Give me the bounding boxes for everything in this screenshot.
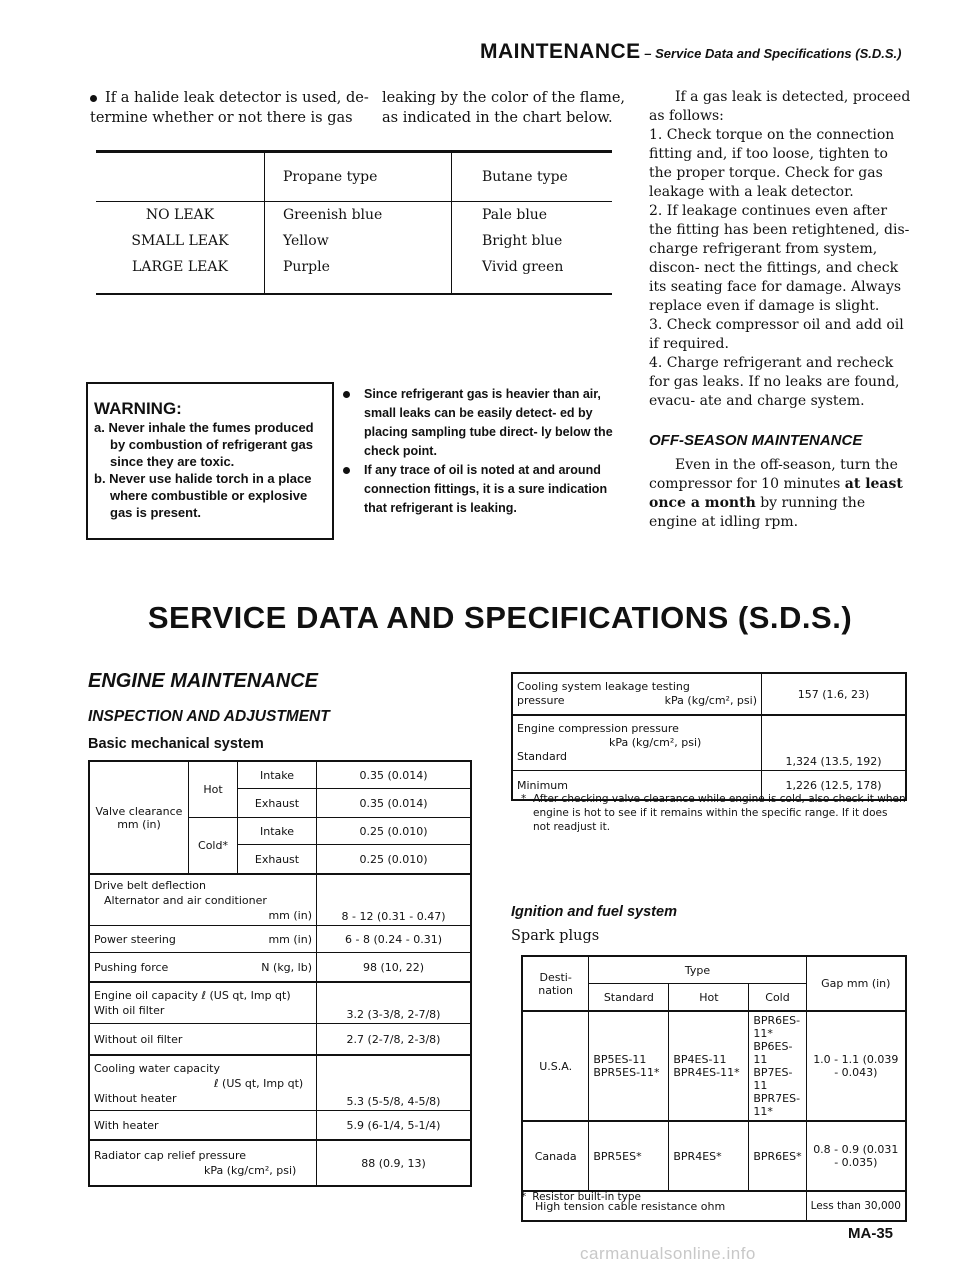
sds-title: SERVICE DATA AND SPECIFICATIONS (S.D.S.) [147, 600, 853, 635]
engine-maintenance-title: ENGINE MAINTENANCE [88, 670, 319, 692]
warning-box [86, 382, 334, 540]
table-row: High tension cable resistance ohm Less than 30,000 [522, 1191, 906, 1221]
off-season-title: OFF-SEASON MAINTENANCE [649, 432, 863, 449]
right-step: 1. Check torque on the connection fitting and, if too loose, tighten to the proper torque. Check for gas leakage with a leak detector. [649, 127, 895, 200]
leak-header-propane: Propane type [265, 152, 452, 202]
mechanical-spec-table [88, 760, 472, 1187]
off-season-text: Even in the off-season, turn the compressor for 10 minutes at least once a month by running the engine at idling rpm. [649, 457, 903, 530]
bullet-icon [343, 467, 350, 474]
table-row: Engine compression pressure kPa (kg/cm², psi) Standard 1,324 (13.5, 192) [512, 715, 906, 771]
table-row: With heater 5.9 (6-1/4, 5-1/4) [89, 1111, 471, 1141]
table-row: Cooling water capacity ℓ (US qt, Imp qt) Without heater 5.3 (5-5/8, 4-5/8) [89, 1055, 471, 1111]
footnote-resistor: * Resistor built-in type [521, 1191, 642, 1203]
table-row: Engine oil capacity ℓ (US qt, Imp qt) With oil filter 3.2 (3-3/8, 2-7/8) [89, 982, 471, 1024]
table-row: Cooling system leakage testing pressure kPa (kg/cm², psi) 157 (1.6, 23) [512, 673, 906, 715]
leak-header-butane: Butane type [452, 152, 613, 202]
table-row: Minimum 1,226 (12.5, 178) [512, 771, 906, 801]
watermark: carmanualsonline.info [580, 1244, 756, 1263]
table-row: LARGE LEAK Purple Vivid green [96, 254, 612, 294]
table-row: Exhaust 0.25 (0.010) [89, 845, 471, 875]
bullet-icon [343, 391, 350, 398]
bullet-icon [90, 95, 97, 102]
table-row: Radiator cap relief pressure kPa (kg/cm², psi) 88 (0.9, 13) [89, 1140, 471, 1186]
list-item: If any trace of oil is noted at and around connection fittings, it is a sure indication that refrigerant is leaking. [343, 461, 625, 518]
right-step: 2. If leakage continues even after the fitting has been retightened, dis- charge refrigerant from system, discon- nect the fittings, and check its seating face for damage. Always replace even if damage is slight. [649, 203, 910, 314]
spark-plug-table [521, 955, 907, 1222]
right-column [649, 88, 913, 532]
compression-spec-table [511, 672, 907, 801]
footnote-valve: * After checking valve clearance while engine is cold, also check it when engine is hot to see if it remains within the specific range. If it does not readjust it. [521, 793, 906, 833]
leak-header-blank [96, 152, 265, 202]
warning-item: b. Never use halide torch in a place where combustible or explosive gas is present. [94, 471, 312, 520]
table-row: U.S.A. BP5ES-11 BPR5ES-11* BP4ES-11 BPR4ES-11* BPR6ES-11* BP6ES-11 BP7ES-11 BPR7ES-11* 1.0 - 1.1 (0.039 - 0.043) [522, 1011, 906, 1121]
leak-detection-table [96, 150, 612, 295]
table-row: Canada BPR5ES* BPR4ES* BPR6ES* 0.8 - 0.9 (0.031 - 0.035) [522, 1121, 906, 1191]
table-row: Exhaust 0.35 (0.014) [89, 789, 471, 818]
inspection-adjustment-title: INSPECTION AND ADJUSTMENT [88, 708, 330, 725]
basic-mech-title: Basic mechanical system [88, 736, 264, 752]
table-row: Desti- nation Type Gap mm (in) [522, 956, 906, 984]
right-intro: If a gas leak is detected, proceed as follows: [649, 89, 911, 124]
header-subtitle: – Service Data and Specifications (S.D.S.) [640, 46, 902, 61]
warning-item: a. Never inhale the fumes produced by combustion of refrigerant gas since they are toxic. [94, 420, 314, 469]
page-number: MA-35 [848, 1225, 894, 1242]
table-row: Pushing force N (kg, lb) 98 (10, 22) [89, 953, 471, 983]
header-title: MAINTENANCE [480, 40, 641, 63]
warning-title: WARNING: [94, 399, 182, 418]
right-step: 3. Check compressor oil and add oil if required. [649, 317, 904, 352]
table-row: Valve clearance mm (in) Hot Intake 0.35 (0.014) [89, 761, 471, 789]
right-step: 4. Charge refrigerant and recheck for gas leaks. If no leaks are found, evacu- ate and charge system. [649, 355, 900, 409]
intro-col2: leaking by the color of the flame, as indicated in the chart below. [382, 90, 626, 126]
table-row: Power steering mm (in) 6 - 8 (0.24 - 0.31) [89, 926, 471, 953]
table-row: NO LEAK Greenish blue Pale blue [96, 202, 612, 229]
table-row: Without oil filter 2.7 (2-7/8, 2-3/8) [89, 1024, 471, 1056]
table-row: Standard Hot Cold [522, 984, 906, 1012]
intro-col1: If a halide leak detector is used, de- termine whether or not there is gas [90, 90, 369, 126]
ignition-title: Ignition and fuel system [511, 904, 677, 920]
table-row: Cold* Intake 0.25 (0.010) [89, 818, 471, 845]
table-row: SMALL LEAK Yellow Bright blue [96, 228, 612, 254]
page-header [480, 40, 901, 64]
spark-plugs-title: Spark plugs [511, 928, 600, 944]
list-item: Since refrigerant gas is heavier than air, small leaks can be easily detect- ed by placing sampling tube direct- ly below the check point. [343, 385, 625, 461]
table-row: Drive belt deflection Alternator and air conditioner mm (in) 8 - 12 (0.31 - 0.47) [89, 874, 471, 926]
mid-bullets [343, 385, 625, 518]
